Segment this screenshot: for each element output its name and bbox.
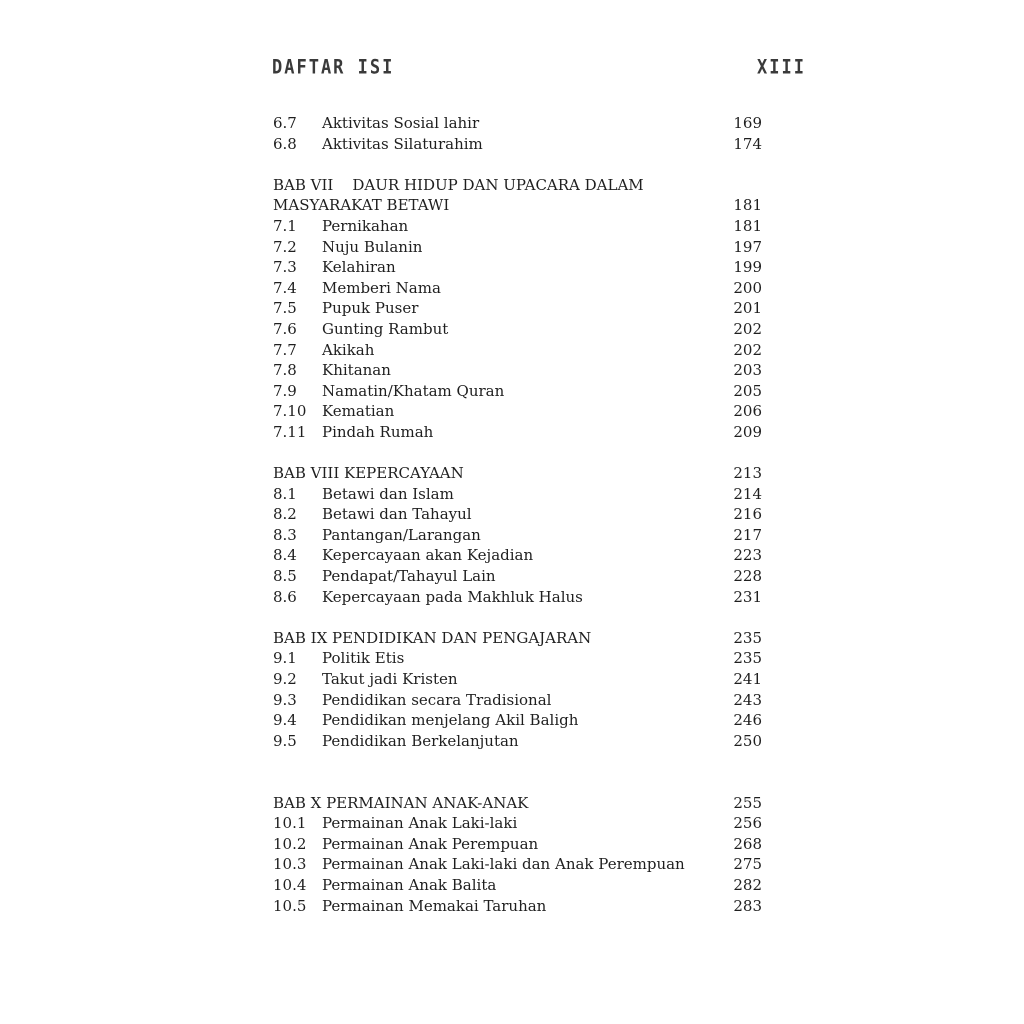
toc-chapter-heading[interactable]	[273, 175, 762, 196]
toc-entry-title: Namatin/Khatam Quran	[322, 381, 505, 400]
toc-entry[interactable]	[273, 854, 762, 875]
toc-chapter-title: BAB X PERMAINAN ANAK-ANAK	[273, 793, 529, 812]
toc-entry-number: 9.5	[273, 731, 297, 750]
toc-entry-title: Kepercayaan pada Makhluk Halus	[322, 587, 583, 606]
toc-chapter-page: 255	[733, 793, 762, 812]
toc-entry-page: 201	[733, 299, 762, 318]
toc-entry-title: Permainan Memakai Taruhan	[322, 896, 547, 915]
toc-entry-title: Politik Etis	[322, 649, 405, 668]
toc-entry[interactable]	[273, 298, 762, 319]
toc-entry-page: 228	[733, 567, 762, 586]
toc-entry-title: Permainan Anak Laki-laki	[322, 814, 518, 833]
toc-entry[interactable]	[273, 484, 762, 505]
toc-entry-page: 256	[733, 814, 762, 833]
toc-entry-number: 7.4	[273, 278, 297, 297]
toc-chapter-heading[interactable]	[273, 195, 762, 216]
toc-entry-title: Kepercayaan akan Kejadian	[322, 546, 534, 565]
toc-entry-title: Pendidikan Berkelanjutan	[322, 731, 519, 750]
toc-entry-page: 209	[733, 422, 762, 441]
toc-entry-page: 268	[733, 834, 762, 853]
toc-entry-page: 214	[733, 484, 762, 503]
toc-entry-title: Kematian	[322, 402, 395, 421]
toc-entry[interactable]	[273, 360, 762, 381]
toc-entry[interactable]	[273, 648, 762, 669]
toc-entry[interactable]	[273, 134, 762, 155]
toc-chapter-title: BAB VII DAUR HIDUP DAN UPACARA DALAM	[273, 175, 644, 194]
toc-entry-title: Aktivitas Silaturahim	[322, 134, 483, 153]
toc-entry-title: Takut jadi Kristen	[322, 670, 458, 689]
toc-entry-number: 7.3	[273, 258, 297, 277]
toc-entry-number: 7.1	[273, 216, 297, 235]
toc-entry-number: 7.7	[273, 340, 297, 359]
toc-entry[interactable]	[273, 875, 762, 896]
toc-entry-page: 174	[733, 134, 762, 153]
toc-entry-title: Aktivitas Sosial lahir	[322, 114, 480, 132]
toc-entry-title: Memberi Nama	[322, 278, 441, 297]
toc-entry-title: Kelahiran	[322, 258, 396, 277]
toc-entry-page: 216	[733, 505, 762, 524]
toc-entry[interactable]	[273, 278, 762, 299]
toc-entry[interactable]	[273, 896, 762, 917]
toc-entry[interactable]	[273, 731, 762, 752]
toc-entry-title: Betawi dan Islam	[322, 484, 454, 503]
toc-entry-page: 200	[733, 278, 762, 297]
toc-entry-number: 8.6	[273, 587, 297, 606]
toc-entry-number: 10.3	[273, 855, 307, 874]
toc-entry[interactable]	[273, 319, 762, 340]
toc-entry[interactable]	[273, 422, 762, 443]
toc-entry-title: Pendidikan secara Tradisional	[322, 690, 552, 709]
toc-entry-page: 235	[733, 649, 762, 668]
toc-entry[interactable]	[273, 834, 762, 855]
toc-entry-number: 6.7	[273, 114, 297, 132]
toc-entry-number: 8.4	[273, 546, 297, 565]
toc-entry[interactable]	[273, 566, 762, 587]
toc-entry-page: 217	[733, 525, 762, 544]
toc-entry-number: 7.10	[273, 402, 307, 421]
running-head	[272, 56, 806, 80]
toc-entry-title: Gunting Rambut	[322, 319, 449, 338]
toc-entry-number: 8.5	[273, 567, 297, 586]
toc-entry-title: Pendapat/Tahayul Lain	[322, 567, 496, 586]
toc-entry[interactable]	[273, 690, 762, 711]
toc-entry[interactable]	[273, 401, 762, 422]
section-spacer	[273, 443, 762, 464]
toc-chapter-heading[interactable]	[273, 793, 762, 814]
toc-entry-page: 231	[733, 587, 762, 606]
toc-entry-number: 7.11	[273, 422, 307, 441]
toc-entry-number: 7.5	[273, 299, 297, 318]
running-head-title: DAFTAR ISI	[272, 56, 395, 79]
toc-entry-page: 206	[733, 402, 762, 421]
toc-entry[interactable]	[273, 216, 762, 237]
toc-entry-number: 9.1	[273, 649, 297, 668]
toc-entry-title: Pendidikan menjelang Akil Baligh	[322, 711, 579, 730]
toc-entry[interactable]	[273, 237, 762, 258]
toc-entry-page: 205	[733, 381, 762, 400]
toc-entry-number: 8.2	[273, 505, 297, 524]
toc-entry[interactable]	[273, 525, 762, 546]
toc-chapter-heading[interactable]	[273, 463, 762, 484]
toc-entry-title: Pantangan/Larangan	[322, 525, 481, 544]
toc-entry-number: 8.1	[273, 484, 297, 503]
toc-chapter-title: BAB IX PENDIDIKAN DAN PENGAJARAN	[273, 628, 592, 647]
toc-entry-number: 8.3	[273, 525, 297, 544]
toc-entry[interactable]	[273, 504, 762, 525]
toc-entry[interactable]	[273, 545, 762, 566]
toc-entry-page: 199	[733, 258, 762, 277]
section-spacer	[273, 751, 762, 792]
toc-entry-page: 197	[733, 237, 762, 256]
toc-entry-title: Permainan Anak Balita	[322, 875, 497, 894]
toc-entry-number: 9.4	[273, 711, 297, 730]
toc-entry-number: 7.2	[273, 237, 297, 256]
toc-entry-page: 246	[733, 711, 762, 730]
toc-entry-page: 283	[733, 896, 762, 915]
toc-entry-title: Permainan Anak Perempuan	[322, 834, 539, 853]
toc-entry-number: 10.5	[273, 896, 307, 915]
toc-entry-number: 10.1	[273, 814, 307, 833]
toc-entry-page: 243	[733, 690, 762, 709]
toc-chapter-page: 181	[733, 196, 762, 215]
toc-chapter-page: 235	[733, 628, 762, 647]
toc-entry-number: 9.2	[273, 670, 297, 689]
toc-entry[interactable]	[273, 710, 762, 731]
toc-entry-page: 282	[733, 875, 762, 894]
toc-entry-number: 6.8	[273, 134, 297, 153]
page-number: XIII	[757, 56, 806, 79]
toc-entry-number: 10.2	[273, 834, 307, 853]
toc-entry-number: 7.8	[273, 361, 297, 380]
toc-entry-page: 202	[733, 340, 762, 359]
toc-entry-number: 7.9	[273, 381, 297, 400]
toc-entry[interactable]	[273, 669, 762, 690]
toc-entry-title: Pupuk Puser	[322, 299, 419, 318]
toc-entry-page: 181	[733, 216, 762, 235]
toc-entry-page: 241	[733, 670, 762, 689]
toc-entry-number: 7.6	[273, 319, 297, 338]
toc-entry-number: 10.4	[273, 875, 307, 894]
toc-entry[interactable]	[273, 381, 762, 402]
toc-entry-title: Pernikahan	[322, 216, 409, 235]
toc-chapter-heading[interactable]	[273, 628, 762, 649]
toc-entry-title: Nuju Bulanin	[322, 237, 423, 256]
table-of-contents	[273, 113, 762, 916]
section-spacer	[273, 154, 762, 175]
toc-entry[interactable]	[273, 257, 762, 278]
toc-entry[interactable]	[273, 587, 762, 608]
toc-entry-page: 223	[733, 546, 762, 565]
toc-entry-title: Betawi dan Tahayul	[322, 505, 472, 524]
toc-chapter-title: BAB VIII KEPERCAYAAN	[273, 464, 464, 483]
toc-entry-title: Pindah Rumah	[322, 422, 434, 441]
toc-entry-page: 202	[733, 319, 762, 338]
toc-entry-page: 250	[733, 731, 762, 750]
toc-entry[interactable]	[273, 813, 762, 834]
toc-entry-number: 9.3	[273, 690, 297, 709]
toc-entry[interactable]	[273, 113, 762, 134]
toc-entry-title: Akikah	[322, 340, 375, 359]
toc-chapter-page: 213	[733, 464, 762, 483]
toc-entry-title: Khitanan	[322, 361, 391, 380]
toc-entry-title: Permainan Anak Laki-laki dan Anak Perempuan	[322, 855, 685, 874]
toc-entry-page: 275	[733, 855, 762, 874]
section-spacer	[273, 607, 762, 628]
toc-chapter-title: MASYARAKAT BETAWI	[273, 196, 450, 215]
toc-entry[interactable]	[273, 340, 762, 361]
toc-entry-page: 203	[733, 361, 762, 380]
toc-entry-page: 169	[733, 114, 762, 132]
